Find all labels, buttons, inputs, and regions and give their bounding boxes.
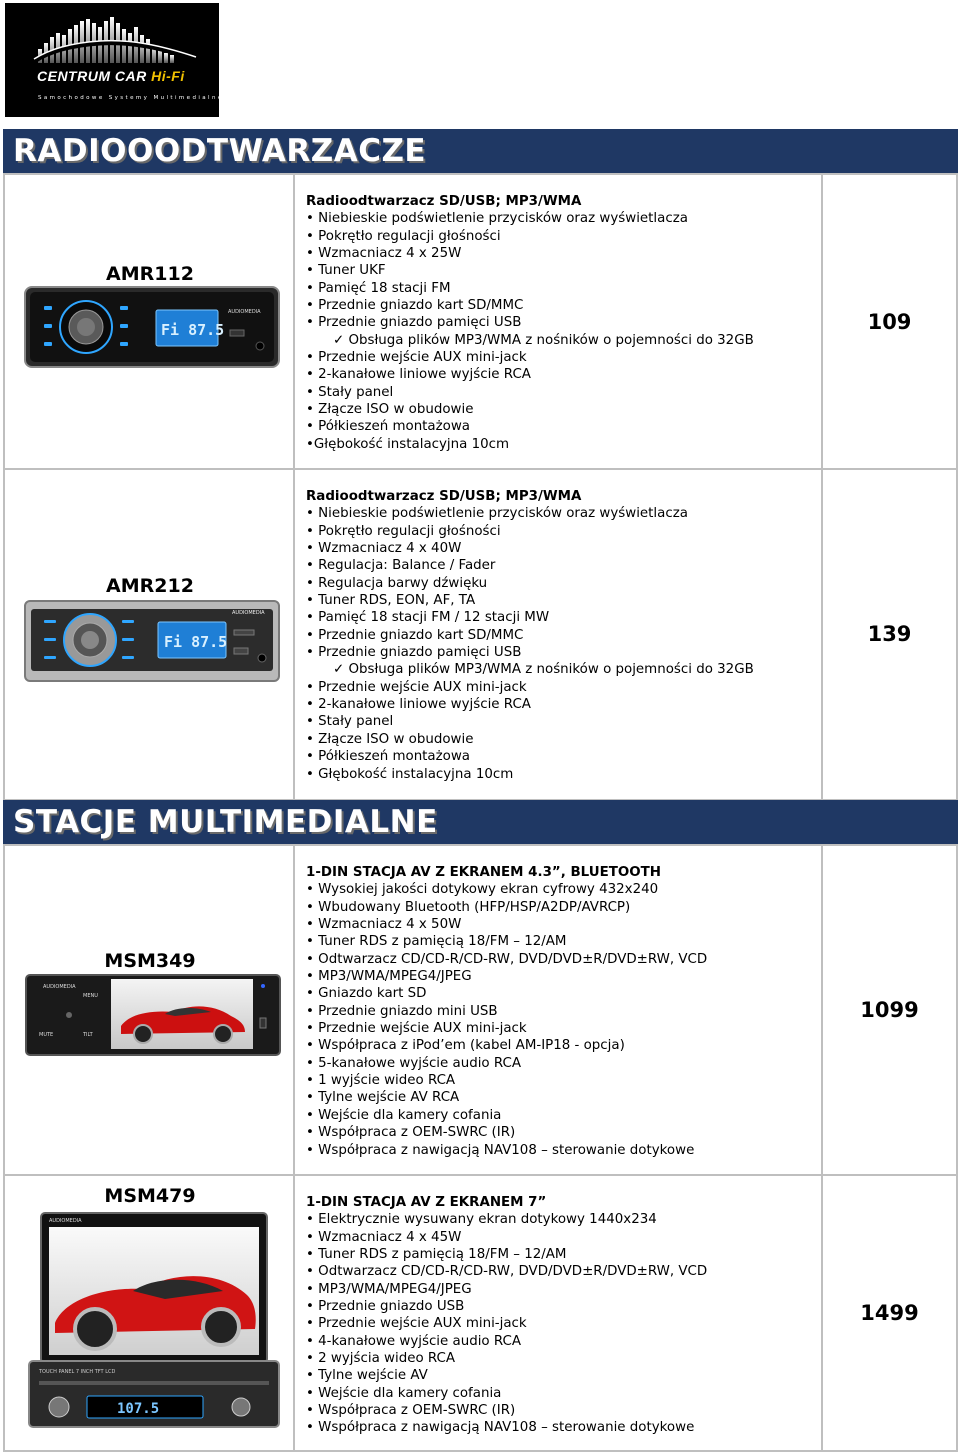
radio-display-text: Fi 87.5 <box>161 321 225 339</box>
feature-item: • Regulacja: Balance / Fader <box>306 557 754 574</box>
product-price-cell <box>823 1176 956 1450</box>
feature-item: • Pokrętło regulacji głośności <box>306 523 754 540</box>
product-description <box>306 1194 707 1437</box>
feature-item: • Odtwarzacz CD/CD-R/CD-RW, DVD/DVD±R/DVD±RW, VCD <box>306 951 707 968</box>
feature-item: • Regulacja barwy dźwięku <box>306 575 754 592</box>
radio-brand-text: AUDIOMEDIA <box>228 309 261 315</box>
feature-item: • Pamięć 18 stacji FM / 12 stacji MW <box>306 609 754 626</box>
feature-item: • Przednie wejście AUX mini-jack <box>306 349 754 366</box>
product-price-cell <box>823 846 956 1174</box>
feature-item: • Przednie wejście AUX mini-jack <box>306 1020 707 1037</box>
feature-item: • Współpraca z OEM-SWRC (IR) <box>306 1402 707 1419</box>
logo-brand: CENTRUM CAR Hi-Fi <box>37 68 185 84</box>
feature-item: • Tuner RDS, EON, AF, TA <box>306 592 754 609</box>
feature-item: • Przednie gniazdo mini USB <box>306 1003 707 1020</box>
panel-label-text: TOUCH PANEL 7 INCH TFT LCD <box>39 1369 116 1375</box>
feature-item: • Tylne wejście AV RCA <box>306 1089 707 1106</box>
feature-item: • Złącze ISO w obudowie <box>306 731 754 748</box>
product-price: 139 <box>867 622 912 646</box>
feature-item: • Gniazdo kart SD <box>306 985 707 1002</box>
feature-item: • 2-kanałowe liniowe wyjście RCA <box>306 366 754 383</box>
feature-item: • Wzmacniacz 4 x 40W <box>306 540 754 557</box>
product-description-cell <box>295 846 823 1174</box>
radio-amr212-image <box>24 600 280 682</box>
product-image-cell <box>5 1176 295 1450</box>
feature-item: • Współpraca z nawigacją NAV108 – sterowanie dotykowe <box>306 1419 707 1436</box>
feature-subitem: ✓ Obsługa plików MP3/WMA z nośników o pojemności do 32GB <box>306 332 754 349</box>
product-price-cell <box>823 175 956 468</box>
feature-item: • Głębokość instalacyjna 10cm <box>306 436 754 453</box>
product-row-msm479 <box>3 1174 958 1452</box>
feature-item: • Odtwarzacz CD/CD-R/CD-RW, DVD/DVD±R/DVD±RW, VCD <box>306 1263 707 1280</box>
product-row-msm349 <box>3 844 958 1176</box>
product-model: MSM479 <box>104 1185 196 1207</box>
feature-subitem: ✓ Obsługa plików MP3/WMA z nośników o pojemności do 32GB <box>306 661 754 678</box>
product-price: 1499 <box>860 1301 919 1325</box>
feature-item: • MP3/WMA/MPEG4/JPEG <box>306 968 707 985</box>
product-row-amr112 <box>3 173 958 470</box>
feature-item: • Wejście dla kamery cofania <box>306 1385 707 1402</box>
product-title: 1-DIN STACJA AV Z EKRANEM 4.3”, BLUETOOTH <box>306 865 661 880</box>
feature-item: • Niebieskie podświetlenie przycisków oraz wyświetlacza <box>306 210 754 227</box>
feature-item: • 1 wyjście wideo RCA <box>306 1072 707 1089</box>
feature-item: • Przednie wejście AUX mini-jack <box>306 1315 707 1332</box>
feature-item: • Wzmacniacz 4 x 45W <box>306 1229 707 1246</box>
feature-item: • 2-kanałowe liniowe wyjście RCA <box>306 696 754 713</box>
feature-item: • Współpraca z iPod’em (kabel AM-IP18 - opcja) <box>306 1037 707 1054</box>
feature-item: • Pokrętło regulacji głośności <box>306 228 754 245</box>
section-header-radio <box>3 129 958 175</box>
feature-item: • Wzmacniacz 4 x 25W <box>306 245 754 262</box>
feature-item: • Wejście dla kamery cofania <box>306 1107 707 1124</box>
product-title: 1-DIN STACJA AV Z EKRANEM 7” <box>306 1195 547 1210</box>
radio-amr112-image <box>24 286 280 368</box>
feature-item: • Przednie gniazdo USB <box>306 1298 707 1315</box>
feature-item: • Pamięć 18 stacji FM <box>306 280 754 297</box>
product-title: Radioodtwarzacz SD/USB; MP3/WMA <box>306 194 582 209</box>
section-title: STACJE MULTIMEDIALNE <box>13 804 438 840</box>
product-model: MSM349 <box>104 950 196 972</box>
product-image-cell <box>5 846 295 1174</box>
feature-item: • 2 wyjścia wideo RCA <box>306 1350 707 1367</box>
tilt-button-label: TILT <box>83 1032 93 1038</box>
feature-item: • Przednie gniazdo kart SD/MMC <box>306 297 754 314</box>
feature-item: • Przednie gniazdo pamięci USB <box>306 314 754 331</box>
product-description <box>306 193 754 453</box>
feature-item: • Stały panel <box>306 384 754 401</box>
station-brand-text: AUDIOMEDIA <box>43 984 76 990</box>
feature-item: • Tuner RDS z pamięcią 18/FM – 12/AM <box>306 1246 707 1263</box>
feature-item: • Wzmacniacz 4 x 50W <box>306 916 707 933</box>
product-image-cell <box>5 470 295 799</box>
section-header-multimedia <box>3 800 958 846</box>
product-description-cell <box>295 470 823 799</box>
section-title: RADIOOODTWARZACZE <box>13 133 427 169</box>
feature-item: • MP3/WMA/MPEG4/JPEG <box>306 1281 707 1298</box>
radio-display-text: Fi 87.5 <box>164 633 228 651</box>
av-station-msm479-image <box>25 1211 281 1429</box>
feature-item: • Współpraca z nawigacją NAV108 – sterowanie dotykowe <box>306 1142 707 1159</box>
feature-item: • Stały panel <box>306 713 754 730</box>
feature-item: • Tuner UKF <box>306 262 754 279</box>
feature-item: • Przednie wejście AUX mini-jack <box>306 679 754 696</box>
product-model: AMR112 <box>106 263 194 285</box>
feature-item: • Wbudowany Bluetooth (HFP/HSP/A2DP/AVRCP) <box>306 899 707 916</box>
feature-item: • 5-kanałowe wyjście audio RCA <box>306 1055 707 1072</box>
feature-item: • Przednie gniazdo pamięci USB <box>306 644 754 661</box>
product-title: Radioodtwarzacz SD/USB; MP3/WMA <box>306 489 582 504</box>
feature-item: • 4-kanałowe wyjście audio RCA <box>306 1333 707 1350</box>
feature-item: • Wysokiej jakości dotykowy ekran cyfrowy 432x240 <box>306 881 707 898</box>
feature-item: • Tuner RDS z pamięcią 18/FM – 12/AM <box>306 933 707 950</box>
product-price: 109 <box>867 310 912 334</box>
car-silhouette-icon <box>30 15 200 67</box>
product-description <box>306 864 707 1159</box>
feature-item: • Współpraca z OEM-SWRC (IR) <box>306 1124 707 1141</box>
station-display-text: 107.5 <box>117 1401 160 1417</box>
feature-item: • Głębokość instalacyjna 10cm <box>306 766 754 783</box>
product-description <box>306 488 754 783</box>
product-row-amr212 <box>3 468 958 801</box>
feature-item: • Tylne wejście AV <box>306 1367 707 1384</box>
station-brand-text: AUDIOMEDIA <box>49 1218 82 1224</box>
product-description-cell <box>295 175 823 468</box>
feature-item: • Niebieskie podświetlenie przycisków oraz wyświetlacza <box>306 505 754 522</box>
product-price-cell <box>823 470 956 799</box>
feature-item: • Przednie gniazdo kart SD/MMC <box>306 627 754 644</box>
mute-button-label: MUTE <box>39 1032 54 1038</box>
feature-item: • Elektrycznie wysuwany ekran dotykowy 1440x234 <box>306 1211 707 1228</box>
av-station-msm349-image <box>25 974 281 1056</box>
logo-tagline: Samochodowe Systemy Multimedialne <box>38 95 224 101</box>
product-model: AMR212 <box>106 575 194 597</box>
feature-item: • Półkieszeń montażowa <box>306 748 754 765</box>
feature-item: • Złącze ISO w obudowie <box>306 401 754 418</box>
feature-item: • Półkieszeń montażowa <box>306 418 754 435</box>
logo <box>5 3 224 117</box>
product-description-cell <box>295 1176 823 1450</box>
radio-brand-text: AUDIOMEDIA <box>232 610 265 616</box>
menu-button-label: MENU <box>83 993 98 999</box>
product-price: 1099 <box>860 998 919 1022</box>
product-image-cell <box>5 175 295 468</box>
